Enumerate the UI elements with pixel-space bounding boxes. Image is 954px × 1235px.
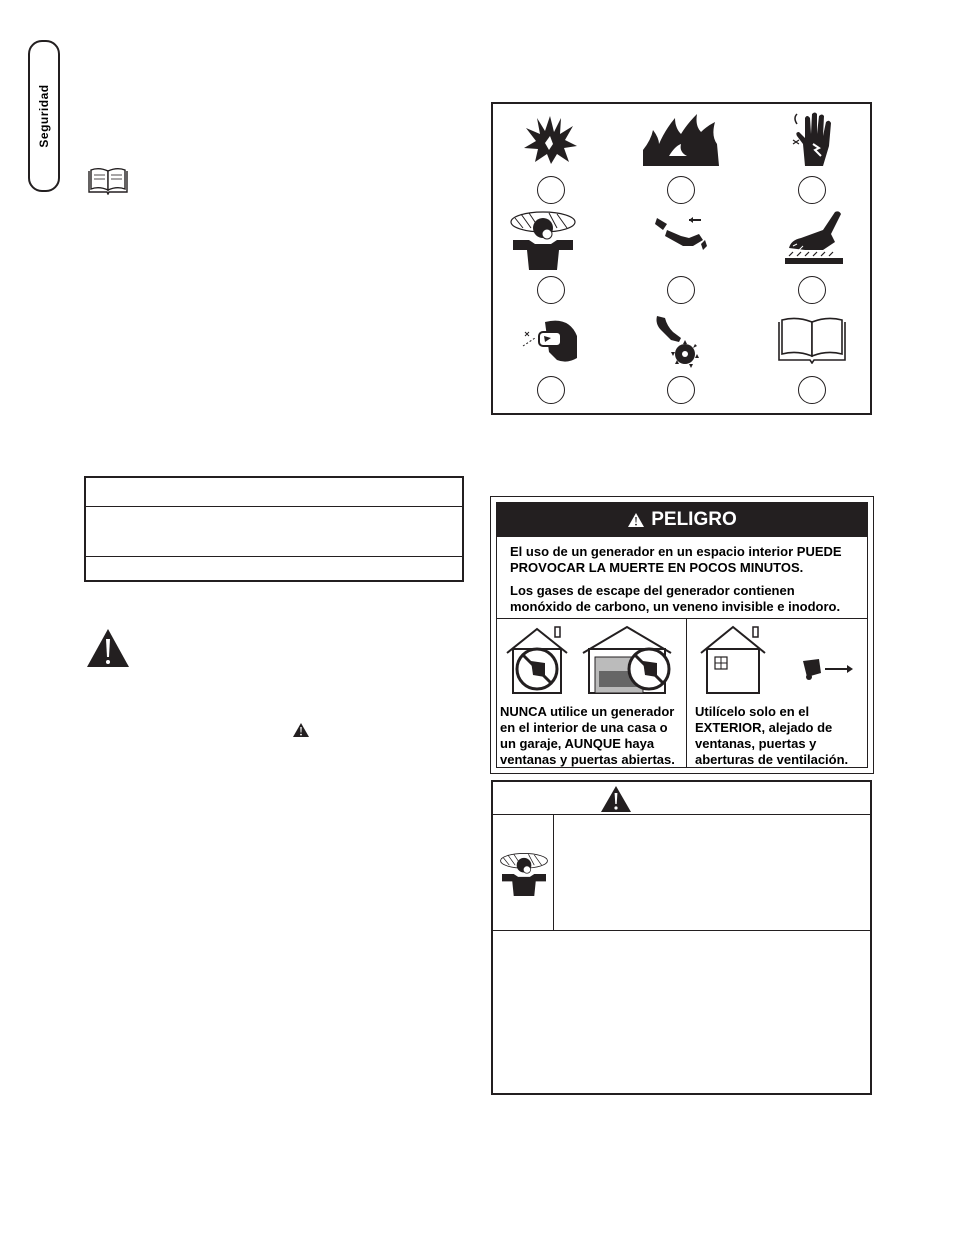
- danger-right-line-1: Utilícelo solo en el: [695, 704, 810, 719]
- danger-left-line-4: ventanas y puertas abiertas.: [500, 752, 675, 767]
- toxic-fumes-icon: [499, 852, 549, 896]
- danger-right-line-3: ventanas, puertas y: [695, 736, 817, 751]
- warning-triangle-icon: [85, 627, 131, 669]
- operator-manual-icon: [777, 316, 847, 364]
- warning-triangle-icon: [627, 512, 645, 528]
- warning-triangle-icon: [599, 784, 633, 814]
- danger-line-3: Los gases de escape del generador contienen: [510, 583, 795, 598]
- house-outdoor-generator-icon: [699, 623, 859, 697]
- warning-box: [491, 780, 872, 1095]
- danger-left-line-3: un garaje, AUNQUE haya: [500, 736, 655, 751]
- danger-left-line-1: NUNCA utilice un generador: [500, 704, 675, 719]
- toxic-fumes-icon: [509, 210, 577, 270]
- table-row-divider: [86, 556, 462, 557]
- table-row-divider: [86, 506, 462, 507]
- info-table: [84, 476, 464, 582]
- danger-left-line-2: en el interior de una casa o: [500, 720, 668, 735]
- electric-shock-icon: [789, 110, 839, 168]
- fire-icon: [641, 110, 721, 168]
- house-no-generator-icon: [503, 623, 679, 697]
- danger-header: [497, 503, 867, 537]
- moving-parts-icon: [651, 314, 711, 370]
- danger-line-1: El uso de un generador en un espacio interior PUEDE: [510, 544, 842, 559]
- danger-right-line-4: aberturas de ventilación.: [695, 752, 849, 767]
- safety-symbols-panel: [491, 102, 872, 415]
- kickback-icon: [653, 214, 711, 254]
- hot-surface-icon: [783, 208, 845, 268]
- danger-line-2: PROVOCAR LA MUERTE EN POCOS MINUTOS.: [510, 560, 804, 575]
- open-book-icon: [87, 167, 129, 195]
- eye-protection-icon: [521, 318, 579, 364]
- warning-triangle-icon: [292, 722, 310, 738]
- danger-title: PELIGRO: [651, 509, 737, 530]
- danger-decal: [490, 496, 874, 774]
- danger-line-4: monóxido de carbono, un veneno invisible e inodoro.: [510, 599, 841, 614]
- section-tab-label: Seguridad: [37, 84, 51, 148]
- danger-right-line-2: EXTERIOR, alejado de: [695, 720, 833, 735]
- section-tab[interactable]: [28, 40, 60, 192]
- explosion-icon: [521, 112, 579, 166]
